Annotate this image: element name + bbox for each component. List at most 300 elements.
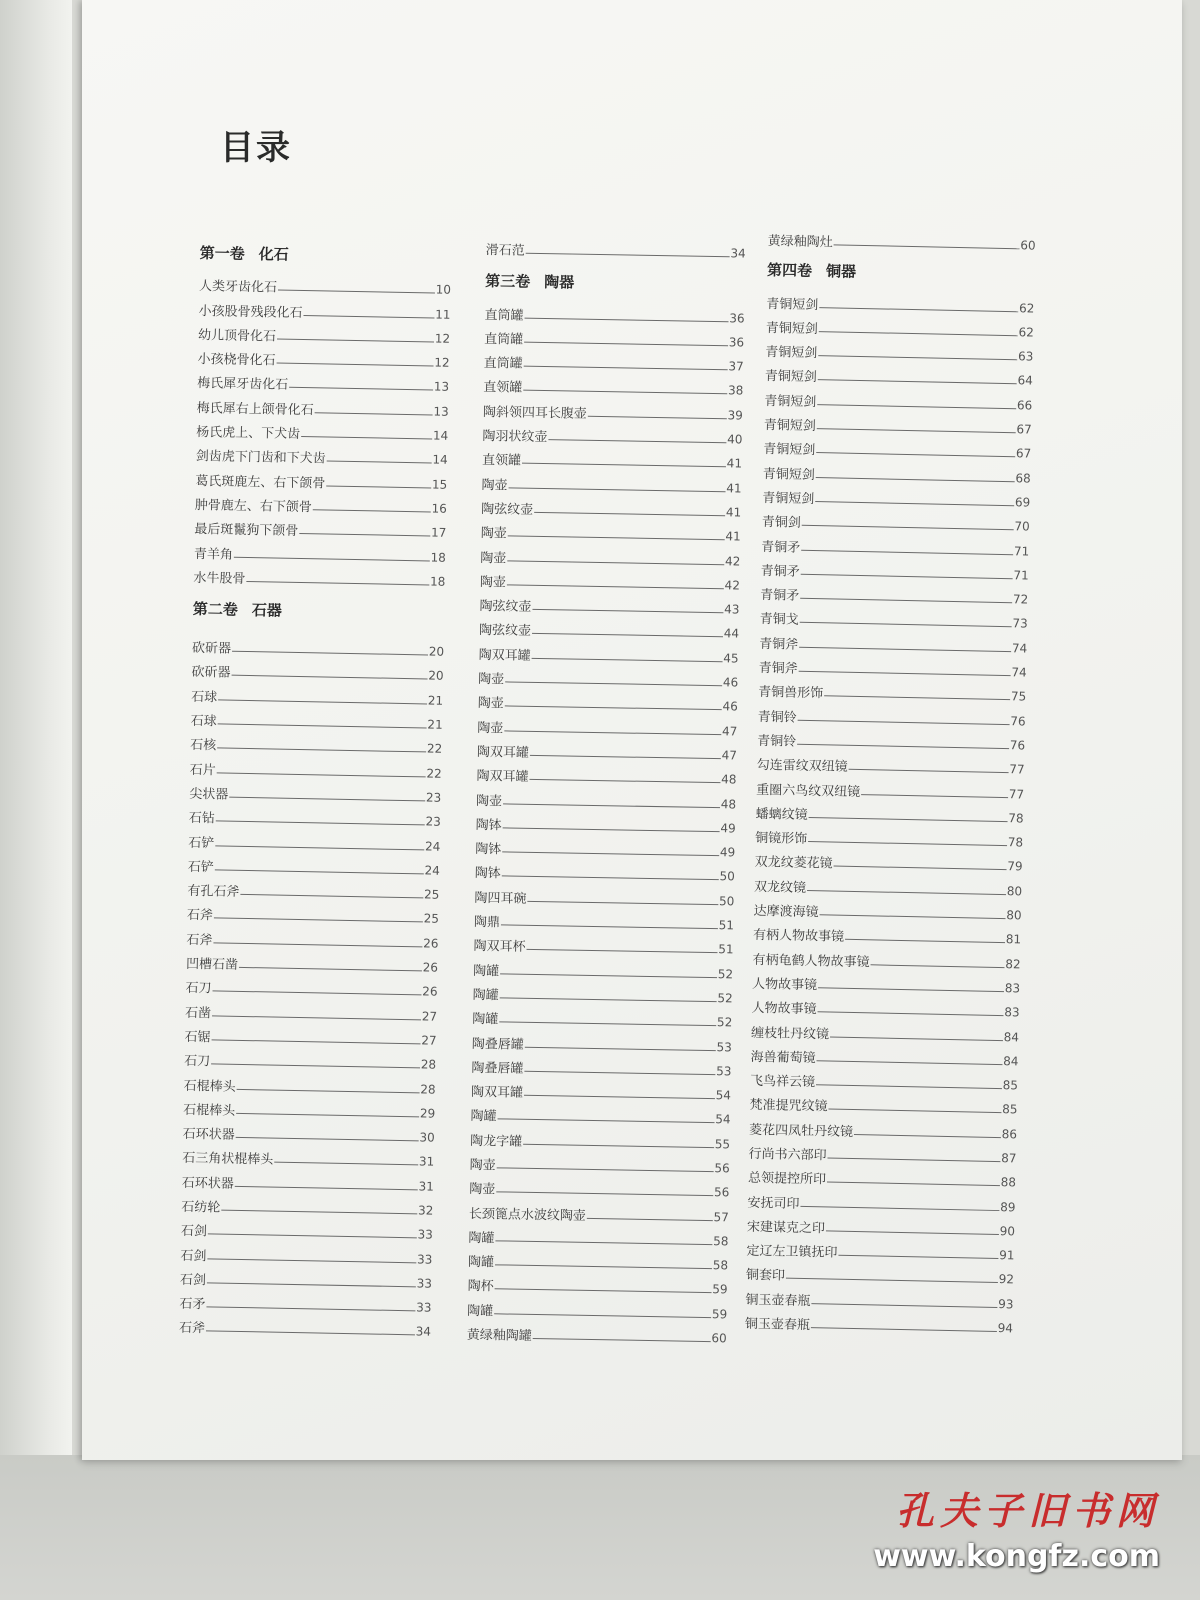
leader-line bbox=[826, 1230, 999, 1235]
toc-page-number: 77 bbox=[1008, 786, 1025, 802]
toc-entry bbox=[486, 234, 746, 263]
leader-line bbox=[326, 485, 431, 488]
toc-entry-title: 勾连雷纹双纽镜 bbox=[756, 758, 848, 776]
toc-entry-title: 石片 bbox=[189, 762, 216, 779]
toc-entry-title: 双龙纹镜 bbox=[753, 879, 807, 896]
toc-page-number: 38 bbox=[727, 383, 744, 398]
leader-line bbox=[816, 1084, 1002, 1089]
toc-page-number: 16 bbox=[431, 501, 447, 516]
toc-entry-title: 尖状器 bbox=[189, 786, 229, 803]
leader-line bbox=[207, 1282, 416, 1287]
toc-page-number: 26 bbox=[423, 936, 439, 951]
toc-entry-title: 铜玉壶春瓶 bbox=[744, 1316, 811, 1334]
toc-entry-title: 青铜矛 bbox=[760, 588, 800, 604]
toc-entry bbox=[195, 489, 447, 518]
leader-line bbox=[815, 501, 1014, 506]
toc-page-number: 67 bbox=[1016, 422, 1032, 437]
toc-entry bbox=[198, 319, 450, 348]
leader-line bbox=[532, 609, 723, 613]
toc-entry-title: 宋建谋克之印 bbox=[746, 1219, 826, 1237]
toc-entry-title: 陶弦纹壶 bbox=[478, 623, 532, 640]
leader-line bbox=[239, 967, 422, 972]
toc-page-number: 14 bbox=[432, 428, 449, 443]
toc-page-number: 53 bbox=[716, 1039, 732, 1054]
toc-entry bbox=[192, 632, 444, 661]
toc-entry-title: 石刀 bbox=[185, 981, 212, 997]
toc-list-v2 bbox=[179, 632, 444, 1341]
toc-page-number: 22 bbox=[426, 741, 443, 757]
toc-entry bbox=[196, 440, 448, 469]
leader-line bbox=[817, 404, 1016, 409]
toc-entry-title: 陶壶 bbox=[478, 671, 505, 688]
leader-line bbox=[524, 366, 728, 371]
toc-page-number: 56 bbox=[714, 1161, 730, 1176]
leader-line bbox=[509, 487, 726, 492]
toc-entry-title: 人物故事镜 bbox=[751, 976, 818, 994]
toc-page-number: 82 bbox=[1005, 956, 1021, 972]
toc-entry-title: 青铜短剑 bbox=[763, 418, 816, 435]
toc-entry-title: 陶双耳罐 bbox=[470, 1084, 524, 1101]
toc-page-number: 85 bbox=[1002, 1102, 1018, 1117]
volume-title: 化石 bbox=[258, 245, 289, 264]
leader-line bbox=[289, 387, 433, 391]
leader-line bbox=[217, 772, 426, 777]
toc-entry bbox=[186, 948, 438, 977]
toc-page-number: 25 bbox=[423, 911, 440, 927]
toc-page-number: 21 bbox=[427, 693, 444, 708]
toc-page-number: 41 bbox=[726, 480, 742, 496]
leader-line bbox=[212, 1015, 421, 1020]
toc-page-number: 34 bbox=[730, 246, 746, 261]
toc-page-number: 33 bbox=[416, 1276, 433, 1291]
toc-page-number: 68 bbox=[1015, 470, 1031, 486]
toc-entry-title: 直领罐 bbox=[483, 380, 523, 397]
leader-line bbox=[215, 845, 424, 850]
toc-page-number: 49 bbox=[719, 845, 736, 860]
toc-page-number: 63 bbox=[1017, 349, 1034, 364]
toc-page-number: 36 bbox=[728, 335, 745, 350]
toc-page-number: 24 bbox=[424, 838, 441, 854]
leader-line bbox=[218, 699, 427, 704]
toc-page-number: 52 bbox=[717, 991, 733, 1006]
leader-line bbox=[529, 779, 720, 783]
toc-page-number: 88 bbox=[1000, 1175, 1017, 1190]
toc-entry-title: 最后斑鬣狗下颌骨 bbox=[194, 522, 299, 540]
toc-entry-title: 海兽葡萄镜 bbox=[750, 1049, 816, 1066]
toc-entry-title: 双龙纹菱花镜 bbox=[754, 855, 833, 872]
toc-entry-title: 蟠螭纹镜 bbox=[755, 806, 808, 823]
toc-page-number: 34 bbox=[415, 1324, 432, 1340]
toc-entry bbox=[197, 391, 449, 420]
leader-line bbox=[507, 560, 724, 565]
leader-line bbox=[799, 671, 1011, 676]
page-title: 目录 bbox=[220, 128, 292, 168]
leader-line bbox=[235, 1186, 418, 1191]
toc-entry bbox=[479, 614, 739, 643]
leader-line bbox=[827, 1157, 1000, 1162]
toc-page-number: 18 bbox=[430, 550, 447, 565]
toc-page-number: 60 bbox=[1020, 238, 1036, 253]
leader-line bbox=[532, 658, 723, 662]
toc-entry bbox=[473, 930, 733, 959]
volume-heading bbox=[767, 253, 1036, 293]
toc-entry bbox=[179, 1312, 431, 1341]
toc-page-number: 78 bbox=[1008, 810, 1024, 826]
leader-line bbox=[495, 1240, 712, 1245]
toc-page-number: 31 bbox=[418, 1179, 434, 1194]
leader-line bbox=[327, 461, 432, 464]
leader-line bbox=[502, 852, 719, 857]
toc-entry-title: 青铜铃 bbox=[757, 733, 797, 750]
leader-line bbox=[246, 581, 429, 586]
toc-page-number: 37 bbox=[728, 359, 744, 374]
leader-line bbox=[206, 1306, 415, 1311]
toc-entry-title: 陶壶 bbox=[479, 574, 507, 591]
toc-page-number: 53 bbox=[716, 1063, 732, 1079]
toc-entry-title: 陶罐 bbox=[472, 987, 499, 1004]
volume-heading bbox=[193, 592, 446, 631]
toc-entry-title: 陶叠唇罐 bbox=[471, 1060, 524, 1077]
toc-entry-title: 陶双耳杯 bbox=[473, 939, 526, 956]
leader-line bbox=[499, 1022, 716, 1027]
toc-entry-title: 凹槽石凿 bbox=[185, 956, 239, 973]
toc-entry bbox=[183, 1093, 435, 1122]
toc-page-number: 62 bbox=[1018, 300, 1035, 316]
toc-entry bbox=[194, 537, 446, 566]
toc-page-number: 86 bbox=[1001, 1126, 1018, 1142]
toc-entry-title: 石铲 bbox=[188, 835, 215, 851]
toc-page-number: 52 bbox=[716, 1015, 733, 1030]
toc-entry-title: 长颈篦点水波纹陶壶 bbox=[468, 1206, 587, 1224]
toc-page-number: 26 bbox=[422, 960, 439, 975]
toc-page-number: 48 bbox=[720, 796, 737, 811]
toc-page-number: 76 bbox=[1010, 713, 1026, 729]
toc-entry-title: 剑齿虎下门齿和下犬齿 bbox=[195, 449, 326, 467]
toc-entry-title: 青铜矛 bbox=[761, 539, 801, 556]
toc-entry-title: 滑石范 bbox=[485, 243, 525, 259]
toc-entry-title: 青铜剑 bbox=[761, 515, 801, 532]
leader-line bbox=[527, 901, 718, 905]
toc-page-number: 41 bbox=[725, 529, 741, 544]
volume-number: 第三卷 bbox=[485, 272, 531, 292]
toc-entry-title: 石球 bbox=[191, 689, 218, 706]
toc-page-number: 75 bbox=[1010, 689, 1027, 704]
toc-entry-title: 铜镜形饰 bbox=[754, 830, 808, 848]
toc-entry bbox=[189, 778, 441, 807]
leader-line bbox=[498, 1119, 715, 1124]
leader-line bbox=[827, 1182, 1000, 1187]
toc-entry-title: 石锯 bbox=[184, 1029, 211, 1046]
leader-line bbox=[240, 894, 423, 899]
toc-page-number: 91 bbox=[999, 1248, 1015, 1263]
leader-line bbox=[503, 827, 720, 832]
leader-line bbox=[786, 1278, 998, 1283]
toc-entry-title: 石矛 bbox=[179, 1296, 206, 1313]
leader-line bbox=[211, 1064, 420, 1069]
toc-entry-title: 青铜短剑 bbox=[766, 296, 819, 313]
toc-entry-title: 定辽左卫镇抚印 bbox=[746, 1243, 838, 1261]
toc-page-number: 84 bbox=[1003, 1053, 1019, 1069]
toc-entry-title: 青铜短剑 bbox=[763, 442, 816, 459]
leader-line bbox=[213, 991, 422, 996]
toc-page-number: 41 bbox=[726, 456, 743, 471]
toc-entry-title: 陶杯 bbox=[467, 1279, 494, 1295]
toc-entry-title: 青铜斧 bbox=[759, 636, 799, 653]
toc-page-number: 58 bbox=[713, 1233, 729, 1249]
toc-entry-title: 安抚司印 bbox=[747, 1195, 800, 1212]
toc-entry-title: 陶罐 bbox=[468, 1230, 495, 1247]
toc-entry-title: 陶壶 bbox=[477, 696, 504, 712]
toc-page-number: 73 bbox=[1012, 616, 1028, 631]
toc-entry bbox=[199, 270, 451, 299]
leader-line bbox=[313, 509, 431, 512]
toc-entry bbox=[197, 367, 449, 396]
toc-entry bbox=[194, 513, 446, 542]
toc-entry-title: 石剑 bbox=[180, 1224, 208, 1240]
toc-entry-title: 石斧 bbox=[186, 932, 213, 949]
leader-line bbox=[301, 436, 432, 440]
toc-page-number: 94 bbox=[997, 1321, 1014, 1336]
toc-page-number: 43 bbox=[724, 602, 740, 617]
toc-entry-title: 陶壶 bbox=[477, 720, 504, 737]
leader-line bbox=[218, 723, 427, 728]
leader-line bbox=[834, 866, 1007, 871]
toc-entry-title: 石纺轮 bbox=[181, 1199, 221, 1216]
toc-column-3 bbox=[745, 225, 1036, 1337]
leader-line bbox=[214, 918, 423, 923]
toc-entry bbox=[191, 656, 443, 685]
toc-page-number: 45 bbox=[723, 650, 739, 666]
toc-entry-title: 陶钵 bbox=[475, 842, 502, 858]
toc-page-number: 51 bbox=[718, 918, 735, 933]
toc-page-number: 89 bbox=[1000, 1199, 1016, 1214]
toc-page-number: 84 bbox=[1003, 1029, 1020, 1044]
toc-page-number: 12 bbox=[434, 331, 451, 346]
toc-entry-title: 铜玉壶春瓶 bbox=[745, 1292, 811, 1309]
leader-line bbox=[208, 1234, 417, 1239]
toc-page-number: 47 bbox=[721, 748, 738, 763]
toc-entry-title: 石钻 bbox=[188, 811, 215, 827]
toc-entry-title: 陶双耳罐 bbox=[476, 769, 529, 786]
toc-entry-title: 砍斫器 bbox=[191, 641, 232, 657]
toc-page-number: 59 bbox=[711, 1306, 728, 1322]
toc-entry-title: 陶斜领四耳长腹壶 bbox=[482, 404, 588, 422]
toc-page-number: 39 bbox=[727, 408, 743, 423]
leader-line bbox=[217, 748, 426, 753]
toc-entry-title: 石球 bbox=[190, 713, 217, 730]
leader-line bbox=[820, 914, 1006, 919]
toc-page-number: 64 bbox=[1017, 373, 1033, 389]
toc-page-number: 25 bbox=[423, 887, 440, 902]
toc-column-1 bbox=[179, 236, 452, 1341]
leader-line bbox=[221, 1210, 417, 1215]
toc-page-number: 11 bbox=[435, 307, 451, 322]
leader-line bbox=[216, 821, 425, 826]
toc-entry bbox=[467, 1319, 727, 1348]
toc-page-number: 67 bbox=[1015, 446, 1032, 461]
volume-number: 第二卷 bbox=[192, 599, 239, 619]
toc-entry-title: 小孩桡骨化石 bbox=[197, 352, 276, 369]
watermark-logo: 孔夫子旧书网 bbox=[895, 1488, 1160, 1533]
toc-entry-title: 陶叠唇罐 bbox=[471, 1036, 525, 1053]
leader-line bbox=[524, 342, 728, 347]
toc-list-v1 bbox=[193, 270, 451, 591]
toc-page-number: 77 bbox=[1009, 762, 1025, 777]
leader-line bbox=[502, 876, 719, 881]
leader-line bbox=[797, 744, 1009, 749]
toc-entry bbox=[183, 1118, 435, 1147]
toc-entry-title: 陶羽状纹壶 bbox=[482, 429, 548, 446]
toc-page-number: 28 bbox=[420, 1081, 436, 1097]
leader-line bbox=[828, 1109, 1001, 1114]
toc-entry bbox=[471, 1076, 731, 1105]
toc-page-number: 50 bbox=[719, 869, 735, 884]
leader-line bbox=[232, 675, 428, 680]
toc-page-number: 42 bbox=[724, 553, 741, 569]
toc-page-number: 54 bbox=[715, 1088, 732, 1103]
toc-entry-title: 青铜短剑 bbox=[762, 490, 815, 507]
toc-entry-title: 石核 bbox=[190, 738, 217, 754]
toc-entry-title: 青铜兽形饰 bbox=[758, 685, 824, 702]
leader-line bbox=[838, 1255, 998, 1259]
left-page-edge bbox=[0, 0, 72, 1600]
toc-page-number: 52 bbox=[717, 966, 734, 982]
toc-entry bbox=[195, 464, 447, 493]
toc-page-number: 24 bbox=[424, 863, 440, 878]
leader-line bbox=[277, 363, 434, 367]
toc-page-number: 31 bbox=[418, 1154, 435, 1170]
leader-line bbox=[588, 416, 727, 419]
toc-entry-title: 黄绿釉陶罐 bbox=[466, 1327, 532, 1345]
toc-entry bbox=[469, 1197, 729, 1226]
toc-page-number: 50 bbox=[718, 893, 735, 909]
leader-line bbox=[817, 1060, 1003, 1065]
toc-page-number: 87 bbox=[1001, 1151, 1017, 1166]
toc-entry-title: 水牛股骨 bbox=[193, 570, 246, 587]
toc-entry bbox=[181, 1191, 433, 1220]
toc-entry-title: 直筒罐 bbox=[483, 356, 523, 372]
leader-line bbox=[802, 525, 1014, 530]
leader-line bbox=[819, 331, 1018, 336]
toc-page-number: 79 bbox=[1007, 859, 1023, 874]
toc-entry-title: 陶罐 bbox=[467, 1255, 495, 1271]
toc-page-number: 15 bbox=[431, 477, 448, 492]
toc-entry-title: 有孔石斧 bbox=[187, 884, 240, 901]
leader-line bbox=[523, 1143, 714, 1147]
volume-title: 铜器 bbox=[825, 262, 857, 282]
leader-line bbox=[507, 584, 724, 589]
toc-entry-title: 陶钵 bbox=[474, 866, 501, 882]
leader-line bbox=[236, 1137, 419, 1142]
leader-line bbox=[532, 633, 723, 637]
leader-line bbox=[830, 1036, 1003, 1041]
toc-entry-title: 砍斫器 bbox=[191, 665, 231, 682]
leader-line bbox=[274, 1162, 418, 1166]
leader-line bbox=[800, 1205, 999, 1210]
toc-entry-title: 石棍棒头 bbox=[183, 1102, 236, 1119]
toc-entry-title: 陶弦纹壶 bbox=[479, 599, 532, 616]
toc-entry-title: 青铜短剑 bbox=[764, 393, 817, 410]
volume-number: 第四卷 bbox=[766, 261, 813, 281]
toc-entry-title: 人类牙齿化石 bbox=[198, 279, 278, 296]
toc-page-number: 83 bbox=[1004, 981, 1021, 996]
toc-page-number: 23 bbox=[425, 814, 441, 829]
toc-page-number: 54 bbox=[715, 1112, 731, 1127]
volume-title: 石器 bbox=[251, 600, 283, 620]
leader-line bbox=[278, 290, 435, 294]
leader-line bbox=[495, 1264, 712, 1269]
toc-entry-title: 陶罐 bbox=[473, 963, 500, 979]
toc-page-number: 74 bbox=[1011, 665, 1027, 680]
toc-page-number: 80 bbox=[1006, 908, 1022, 923]
toc-list-v4 bbox=[745, 287, 1035, 1337]
leader-line bbox=[213, 942, 422, 947]
toc-entry bbox=[482, 420, 742, 449]
leader-line bbox=[818, 987, 1004, 992]
leader-line bbox=[811, 1303, 997, 1308]
toc-page-number: 47 bbox=[721, 723, 738, 739]
leader-line bbox=[503, 803, 720, 808]
toc-entry-title: 梅氏犀右上颌骨化石 bbox=[196, 400, 314, 418]
toc-entry-title: 石刀 bbox=[184, 1054, 211, 1070]
toc-page-number: 46 bbox=[722, 699, 738, 714]
toc-entry-title: 直筒罐 bbox=[484, 307, 524, 324]
volume-title: 陶器 bbox=[544, 273, 575, 292]
leader-line bbox=[800, 598, 1012, 603]
leader-line bbox=[817, 428, 1016, 433]
toc-page-number: 55 bbox=[714, 1136, 731, 1152]
toc-entry-title: 陶双耳罐 bbox=[476, 744, 530, 761]
toc-entry-title: 陶壶 bbox=[481, 477, 508, 494]
toc-page-number: 78 bbox=[1007, 835, 1024, 850]
leader-line bbox=[315, 412, 433, 415]
toc-page-number: 58 bbox=[712, 1258, 729, 1273]
toc-entry-title: 直领罐 bbox=[481, 453, 522, 470]
leader-line bbox=[801, 574, 1013, 579]
leader-line bbox=[523, 390, 727, 395]
toc-page-number: 90 bbox=[999, 1223, 1016, 1239]
leader-line bbox=[811, 1327, 997, 1332]
toc-page-number: 33 bbox=[416, 1251, 433, 1267]
toc-page-number: 71 bbox=[1013, 543, 1030, 559]
toc-entry bbox=[479, 590, 739, 619]
toc-entry-title: 石斧 bbox=[178, 1321, 206, 1337]
toc-page-number: 59 bbox=[712, 1282, 728, 1297]
toc-entry-title: 青铜戈 bbox=[759, 612, 799, 629]
leader-line bbox=[854, 1134, 1001, 1138]
toc-entry-title: 青铜斧 bbox=[758, 660, 798, 677]
toc-entry bbox=[470, 1124, 730, 1153]
toc-entry-title: 陶弦纹壶 bbox=[481, 501, 534, 518]
toc-entry bbox=[182, 1142, 434, 1171]
toc-list-v3 bbox=[467, 298, 745, 1347]
toc-entry-title: 总领提控所印 bbox=[747, 1171, 827, 1188]
toc-page-number: 36 bbox=[729, 310, 745, 326]
toc-entry-title: 石剑 bbox=[179, 1272, 207, 1289]
toc-entry-title: 陶钵 bbox=[475, 817, 502, 834]
leader-line bbox=[525, 317, 729, 322]
leader-line bbox=[505, 706, 722, 711]
leader-line bbox=[207, 1258, 416, 1263]
toc-entry bbox=[477, 736, 737, 765]
leader-line bbox=[526, 253, 730, 258]
leader-line bbox=[533, 1338, 711, 1342]
leader-line bbox=[816, 477, 1015, 482]
toc-entry bbox=[193, 562, 445, 591]
toc-page-number: 42 bbox=[724, 578, 741, 593]
toc-entry bbox=[187, 875, 439, 904]
leader-line bbox=[845, 939, 1005, 943]
